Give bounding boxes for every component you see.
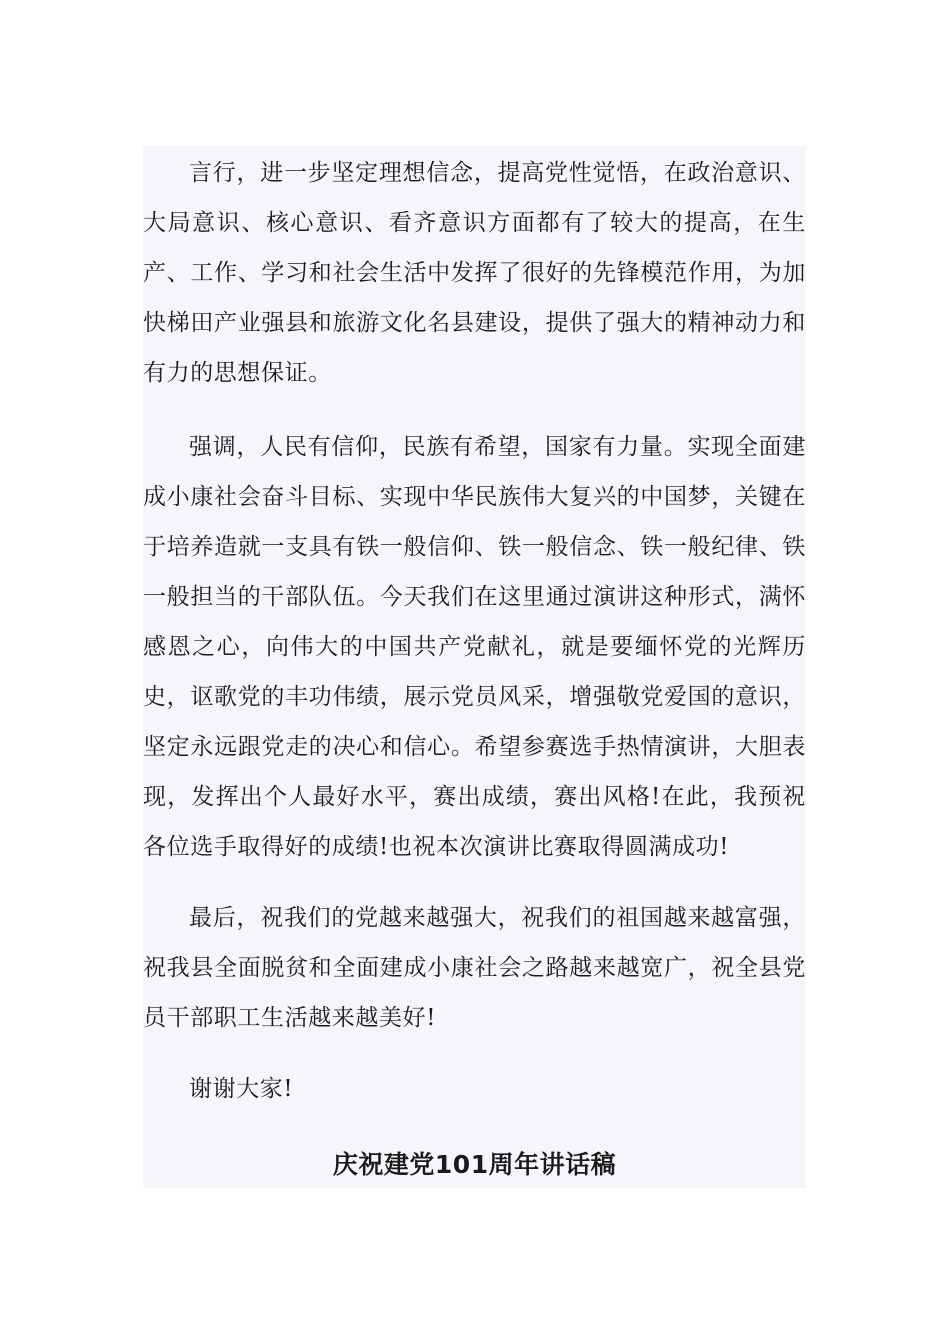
- body-paragraph: 最后，祝我们的党越来越强大，祝我们的祖国越来越富强，祝我县全面脱贫和全面建成小康社会之路越来越宽广，祝全县党员干部职工生活越来越美好!: [143, 905, 806, 1031]
- section-heading: 庆祝建党101周年讲话稿: [332, 1150, 617, 1179]
- document-text-panel: [143, 146, 806, 1188]
- body-paragraph: 强调，人民有信仰，民族有希望，国家有力量。实现全面建成小康社会奋斗目标、实现中华民族伟大复兴的中国梦，关键在于培养造就一支具有铁一般信仰、铁一般信念、铁一般纪律、铁一般担当的干部队伍。今天我们在这里通过演讲这种形式，满怀感恩之心，向伟大的中国共产党献礼，就是要缅怀党的光辉历史，讴歌党的丰功伟绩，展示党员风采，增强敬党爱国的意识，坚定永远跟党走的决心和信心。希望参赛选手热情演讲，大胆表现，发挥出个人最好水平，赛出成绩，赛出风格!在此，我预祝各位选手取得好的成绩!也祝本次演讲比赛取得圆满成功!: [143, 434, 806, 860]
- body-paragraph: 言行，进一步坚定理想信念，提高党性觉悟，在政治意识、大局意识、核心意识、看齐意识方面都有了较大的提高，在生产、工作、学习和社会生活中发挥了很好的先锋模范作用，为加快梯田产业强县和旅游文化名县建设，提供了强大的精神动力和有力的思想保证。: [143, 160, 806, 386]
- closing-thanks: 谢谢大家!: [189, 1076, 294, 1102]
